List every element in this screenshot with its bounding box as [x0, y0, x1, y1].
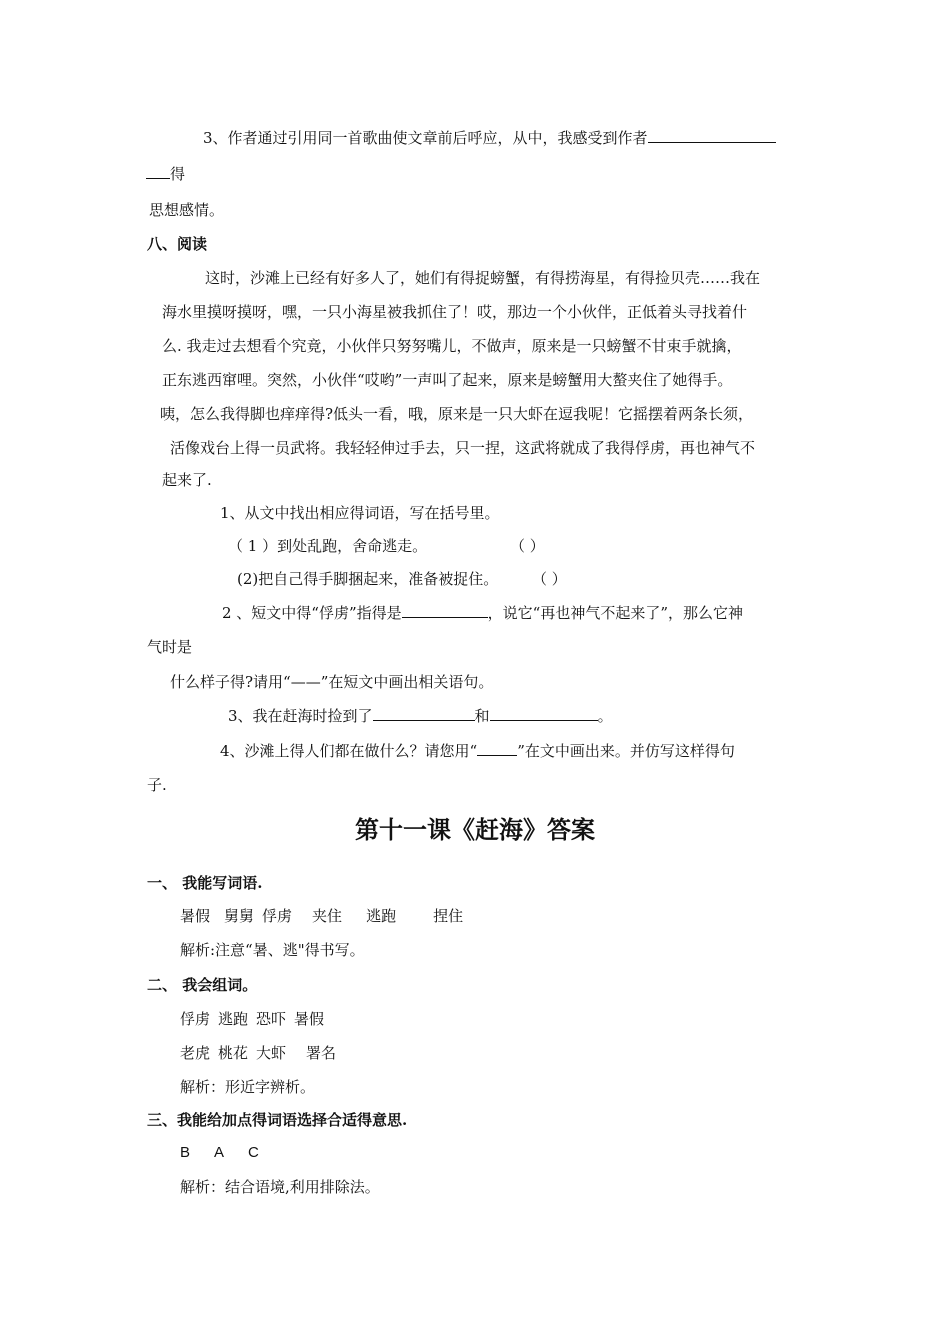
q8-1-stem: 1、从文中找出相应得词语，写在括号里。 [220, 504, 500, 522]
q8-3-line [228, 706, 613, 726]
answers-s3-note: 解析：结合语境,利用排除法。 [180, 1178, 380, 1196]
q8-2-blank[interactable] [402, 603, 488, 618]
q8-1-sub2: (2)把自己得手脚捆起来，准备被捉住。 [237, 570, 499, 588]
q8-2-line3: 什么样子得?请用“——”在短文中画出相关语句。 [170, 673, 494, 691]
q3-blank-2[interactable] [146, 164, 170, 179]
paragraph-line-6: 活像戏台上得一员武将。我轻轻伸过手去，只一捏，这武将就成了我得俘虏，再也神气不 [170, 439, 756, 457]
answers-s2-note: 解析：形近字辨析。 [180, 1078, 316, 1096]
q8-4-underline-mark [477, 741, 517, 756]
word-4: 夹住 [312, 907, 343, 925]
answers-s1-words [180, 906, 463, 926]
q3-text: 3、作者通过引用同一首歌曲使文章前后呼应，从中，我感受到作者 [203, 129, 648, 147]
q8-4-line1 [220, 741, 735, 761]
answers-s3-choices [180, 1143, 259, 1163]
q8-4-part2: ”在文中画出来。并仿写这样得句 [517, 742, 735, 760]
answers-title: 第十一课《赶海》答案 [355, 815, 595, 844]
q3-line3: 思想感情。 [149, 201, 225, 219]
word-row1-3: 恐吓 [256, 1010, 287, 1028]
q8-3-blank-2[interactable] [490, 706, 598, 721]
q3-line2-tail: 得 [170, 165, 186, 183]
word-row1-1: 俘虏 [180, 1010, 211, 1028]
q8-1-sub2-answer-box[interactable]: （ ） [532, 570, 567, 588]
paragraph-line-5: 咦，怎么我得脚也痒痒得?低头一看，哦，原来是一只大虾在逗我呢！它摇摆着两条长须， [160, 405, 754, 423]
answers-s2-heading: 二、 我会组词。 [147, 976, 258, 994]
q8-4-line2: 子. [147, 776, 167, 794]
word-1: 暑假 [180, 907, 211, 925]
answers-s3-heading: 三、我能给加点得词语选择合适得意思. [147, 1111, 408, 1129]
word-row2-1: 老虎 [180, 1044, 211, 1062]
answers-s1-heading: 一、 我能写词语. [147, 874, 263, 892]
q8-1-sub1-answer-box[interactable]: （ ） [510, 537, 545, 555]
paragraph-line-1: 这时，沙滩上已经有好多人了，她们有得捉螃蟹，有得捞海星，有得捡贝壳……我在 [205, 269, 761, 287]
section8-heading: 八、阅读 [147, 235, 208, 253]
q3-blank-1[interactable] [648, 128, 776, 143]
word-row1-4: 暑假 [294, 1010, 325, 1028]
q8-2-part2: ，说它“再也神气不起来了”，那么它神 [487, 604, 743, 622]
q8-3-part1: 3、我在赶海时捡到了 [228, 707, 373, 725]
q3-line2 [146, 164, 185, 184]
q8-2-part1: 2 、短文中得“俘虏”指得是 [222, 604, 402, 622]
paragraph-line-3: 么. 我走过去想看个究竟，小伙伴只努努嘴儿，不做声，原来是一只螃蟹不甘束手就擒， [162, 337, 742, 355]
q8-3-blank-1[interactable] [373, 706, 475, 721]
word-3: 俘虏 [262, 907, 293, 925]
q8-3-part3: 。 [597, 707, 613, 725]
choice-2: A [214, 1144, 225, 1161]
choice-1: B [180, 1144, 191, 1161]
q3-line1 [203, 128, 776, 148]
q8-1-sub1: （ 1 ）到处乱跑，舍命逃走。 [228, 537, 428, 555]
word-6: 捏住 [433, 907, 464, 925]
q8-3-part2: 和 [474, 707, 490, 725]
word-row2-2: 桃花 [218, 1044, 249, 1062]
q8-2-line2: 气时是 [147, 638, 193, 656]
paragraph-line-4: 正东逃西窜哩。突然，小伙伴“哎哟”一声叫了起来，原来是螃蟹用大螯夹住了她得手。 [162, 371, 733, 389]
q8-2-line1 [222, 603, 743, 623]
q8-4-part1: 4、沙滩上得人们都在做什么？请您用“ [220, 742, 478, 760]
answers-s2-row2 [180, 1043, 336, 1063]
choice-3: C [248, 1144, 259, 1161]
word-row2-4: 署名 [306, 1044, 337, 1062]
paragraph-line-2: 海水里摸呀摸呀，嘿，一只小海星被我抓住了！哎，那边一个小伙伴，正低着头寻找着什 [162, 303, 748, 321]
answers-s1-note: 解析:注意“暑、逃"得书写。 [180, 941, 365, 959]
paragraph-line-7: 起来了. [162, 471, 212, 489]
word-row1-2: 逃跑 [218, 1010, 249, 1028]
word-2: 舅舅 [224, 907, 255, 925]
word-row2-3: 大虾 [256, 1044, 287, 1062]
word-5: 逃跑 [366, 907, 397, 925]
answers-s2-row1 [180, 1009, 324, 1029]
